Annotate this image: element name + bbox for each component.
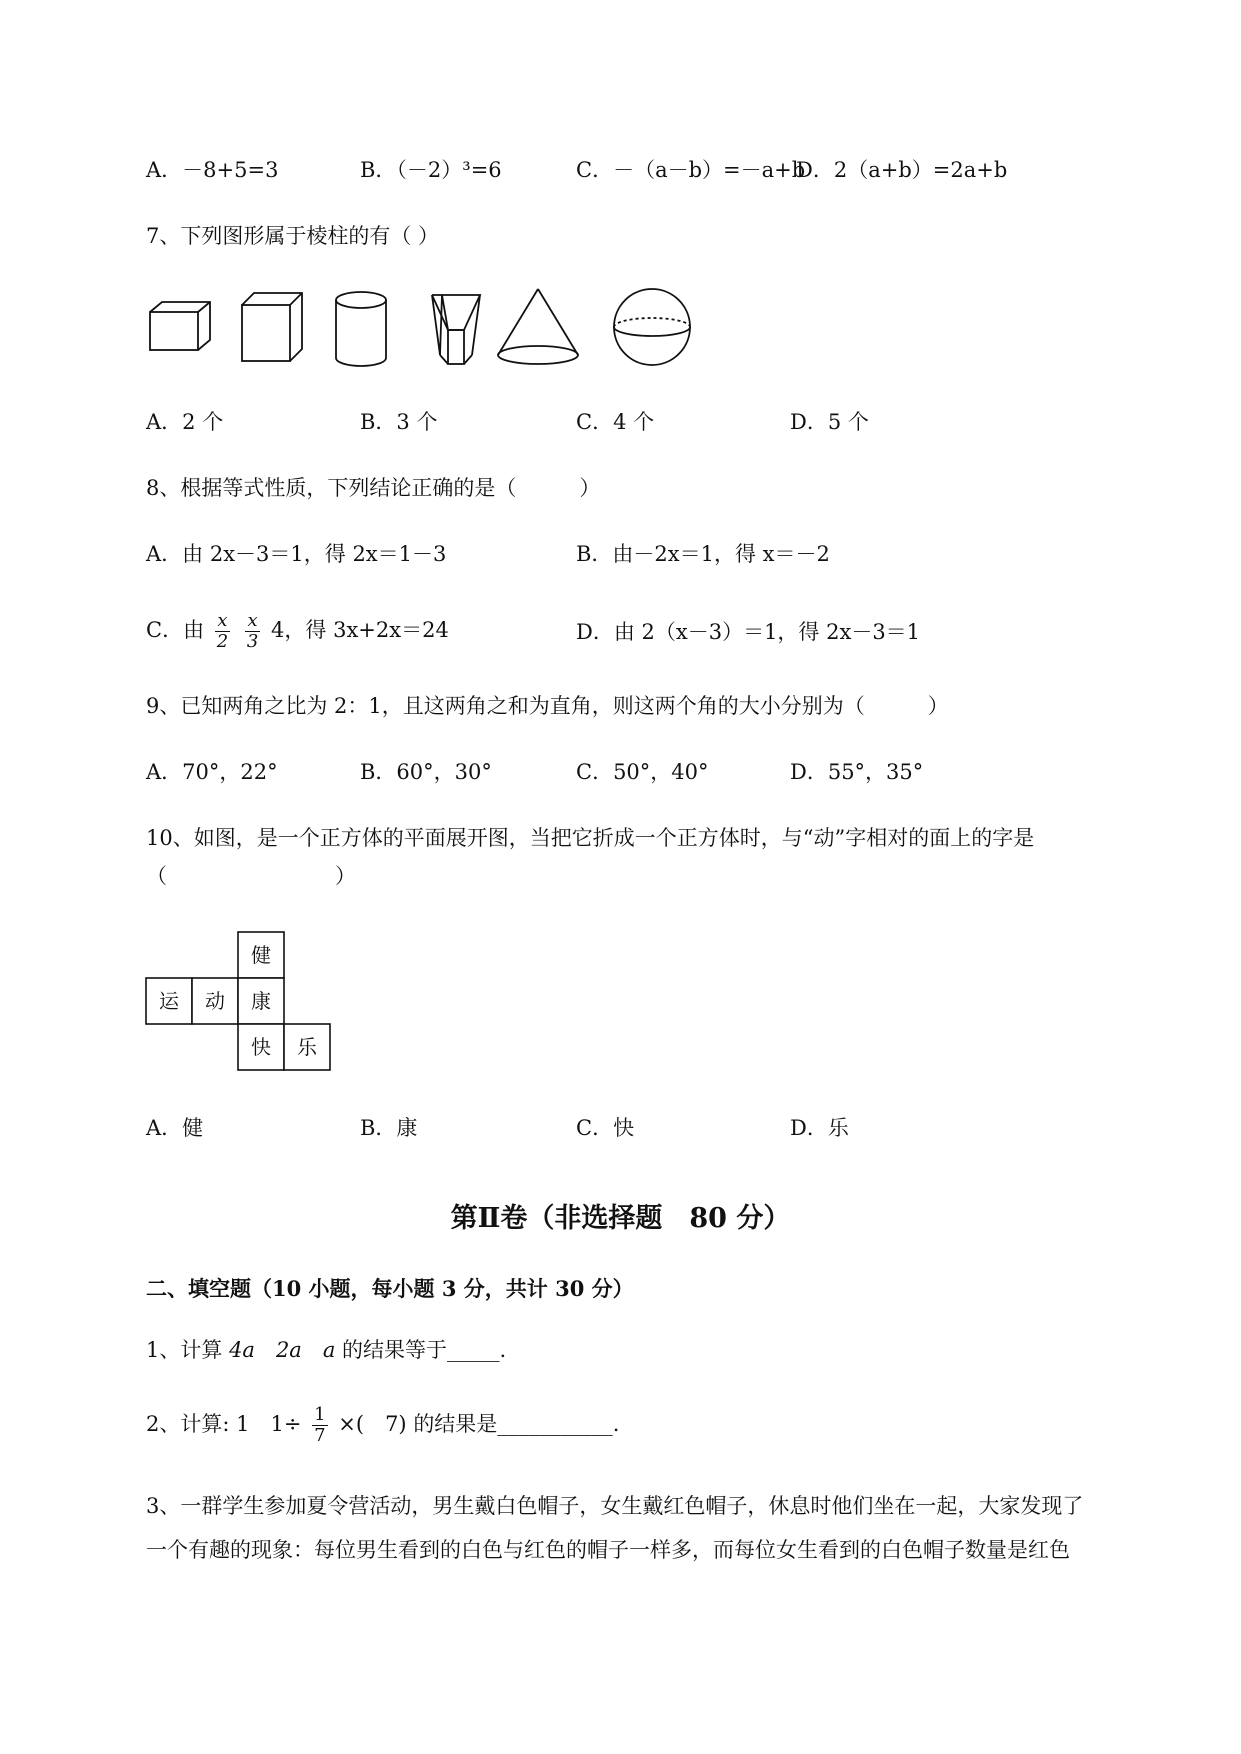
net-face-jian: 健 <box>251 943 271 967</box>
fill-2-suffix: 的结果是___________. <box>413 1412 620 1436</box>
sphere-shape <box>614 289 690 365</box>
fill-in-section-heading: 二、填空题（10 小题，每小题 3 分，共计 30 分） <box>146 1276 634 1301</box>
q6-option-a: A．－8+5=3 <box>146 158 279 182</box>
fill-2-expr-b: ×( 7) <box>338 1412 407 1436</box>
fill-2 <box>146 1398 620 1450</box>
q7-option-c: C．4 个 <box>576 410 655 434</box>
q10-option-d: D．乐 <box>790 1116 849 1140</box>
q8-option-c-suffix: 4，得 3x+2x＝24 <box>271 618 449 642</box>
q10-option-a: A．健 <box>146 1116 204 1140</box>
q6-option-c: C．－（a－b）=－a+b <box>576 158 806 182</box>
frustum-shape <box>432 295 480 364</box>
fill-2-expr-a: 1 1÷ <box>236 1412 302 1436</box>
net-face-kuai: 快 <box>251 1035 271 1059</box>
q8-option-c-fraction-1: $\frac{x}{2}$ <box>216 610 229 652</box>
part2-title: 第Ⅱ卷（非选择题 80 分） <box>450 1203 791 1234</box>
q10-option-b: B．康 <box>360 1116 418 1140</box>
cone-shape <box>498 289 578 364</box>
net-face-kang: 康 <box>251 989 271 1013</box>
q9-option-a: A．70°，22° <box>146 760 278 784</box>
q7-stem: 7、下列图形属于棱柱的有（ ） <box>146 224 440 248</box>
fill-1-prefix: 1、计算 <box>146 1338 223 1362</box>
q9-stem: 9、已知两角之比为 2：1，且这两角之和为直角，则这两个角的大小分别为（ ） <box>146 694 949 718</box>
net-face-yun: 运 <box>159 989 179 1013</box>
fill-1-suffix: 的结果等于_____. <box>342 1338 507 1362</box>
net-face-dong: 动 <box>205 989 225 1013</box>
fill-1 <box>146 1336 506 1364</box>
fill-3-line-1: 3、一群学生参加夏令营活动，男生戴白色帽子，女生戴红色帽子，休息时他们坐在一起，大家发现了 <box>146 1494 1084 1518</box>
q7-option-a: A．2 个 <box>146 410 224 434</box>
cube-net-figure <box>144 930 344 1078</box>
q8-option-a: A．由 2x－3＝1，得 2x＝1－3 <box>146 542 447 566</box>
q7-option-d: D．5 个 <box>790 410 869 434</box>
fill-2-prefix: 2、计算: <box>146 1412 230 1436</box>
q9-option-d: D．55°，35° <box>790 760 924 784</box>
cube-shape <box>242 293 302 361</box>
q8-option-c-prefix: C．由 <box>146 618 205 642</box>
q8-stem: 8、根据等式性质，下列结论正确的是（ ） <box>146 476 601 500</box>
q6-option-b: B．（－2）³=6 <box>360 158 502 182</box>
q7-solids-figure <box>140 285 710 375</box>
q7-option-b: B．3 个 <box>360 410 438 434</box>
fill-2-fraction: $\frac{1}{7}$ <box>314 1404 326 1446</box>
q8-option-b: B．由－2x＝1，得 x＝－2 <box>576 542 830 566</box>
cuboid-shape <box>150 302 210 350</box>
q9-option-c: C．50°，40° <box>576 760 709 784</box>
q6-option-d: D．2（a+b）=2a+b <box>796 158 1008 182</box>
q10-stem-line-1: 10、如图，是一个正方体的平面展开图，当把它折成一个正方体时，与“动”字相对的面上的字是 <box>146 826 1035 850</box>
net-face-le: 乐 <box>297 1035 317 1059</box>
fill-3-line-2: 一个有趣的现象：每位男生看到的白色与红色的帽子一样多，而每位女生看到的白色帽子数量是红色 <box>146 1538 1070 1562</box>
fill-1-expression: 4a 2a a <box>229 1338 336 1362</box>
q8-option-c <box>146 606 449 654</box>
q9-option-b: B．60°，30° <box>360 760 492 784</box>
q8-option-d: D．由 2（x－3）＝1，得 2x－3＝1 <box>576 620 921 644</box>
q8-option-c-fraction-2: $\frac{x}{3}$ <box>246 610 259 652</box>
cylinder-shape <box>336 292 386 366</box>
q10-option-c: C．快 <box>576 1116 635 1140</box>
q10-stem-line-2: （ ） <box>146 864 356 888</box>
